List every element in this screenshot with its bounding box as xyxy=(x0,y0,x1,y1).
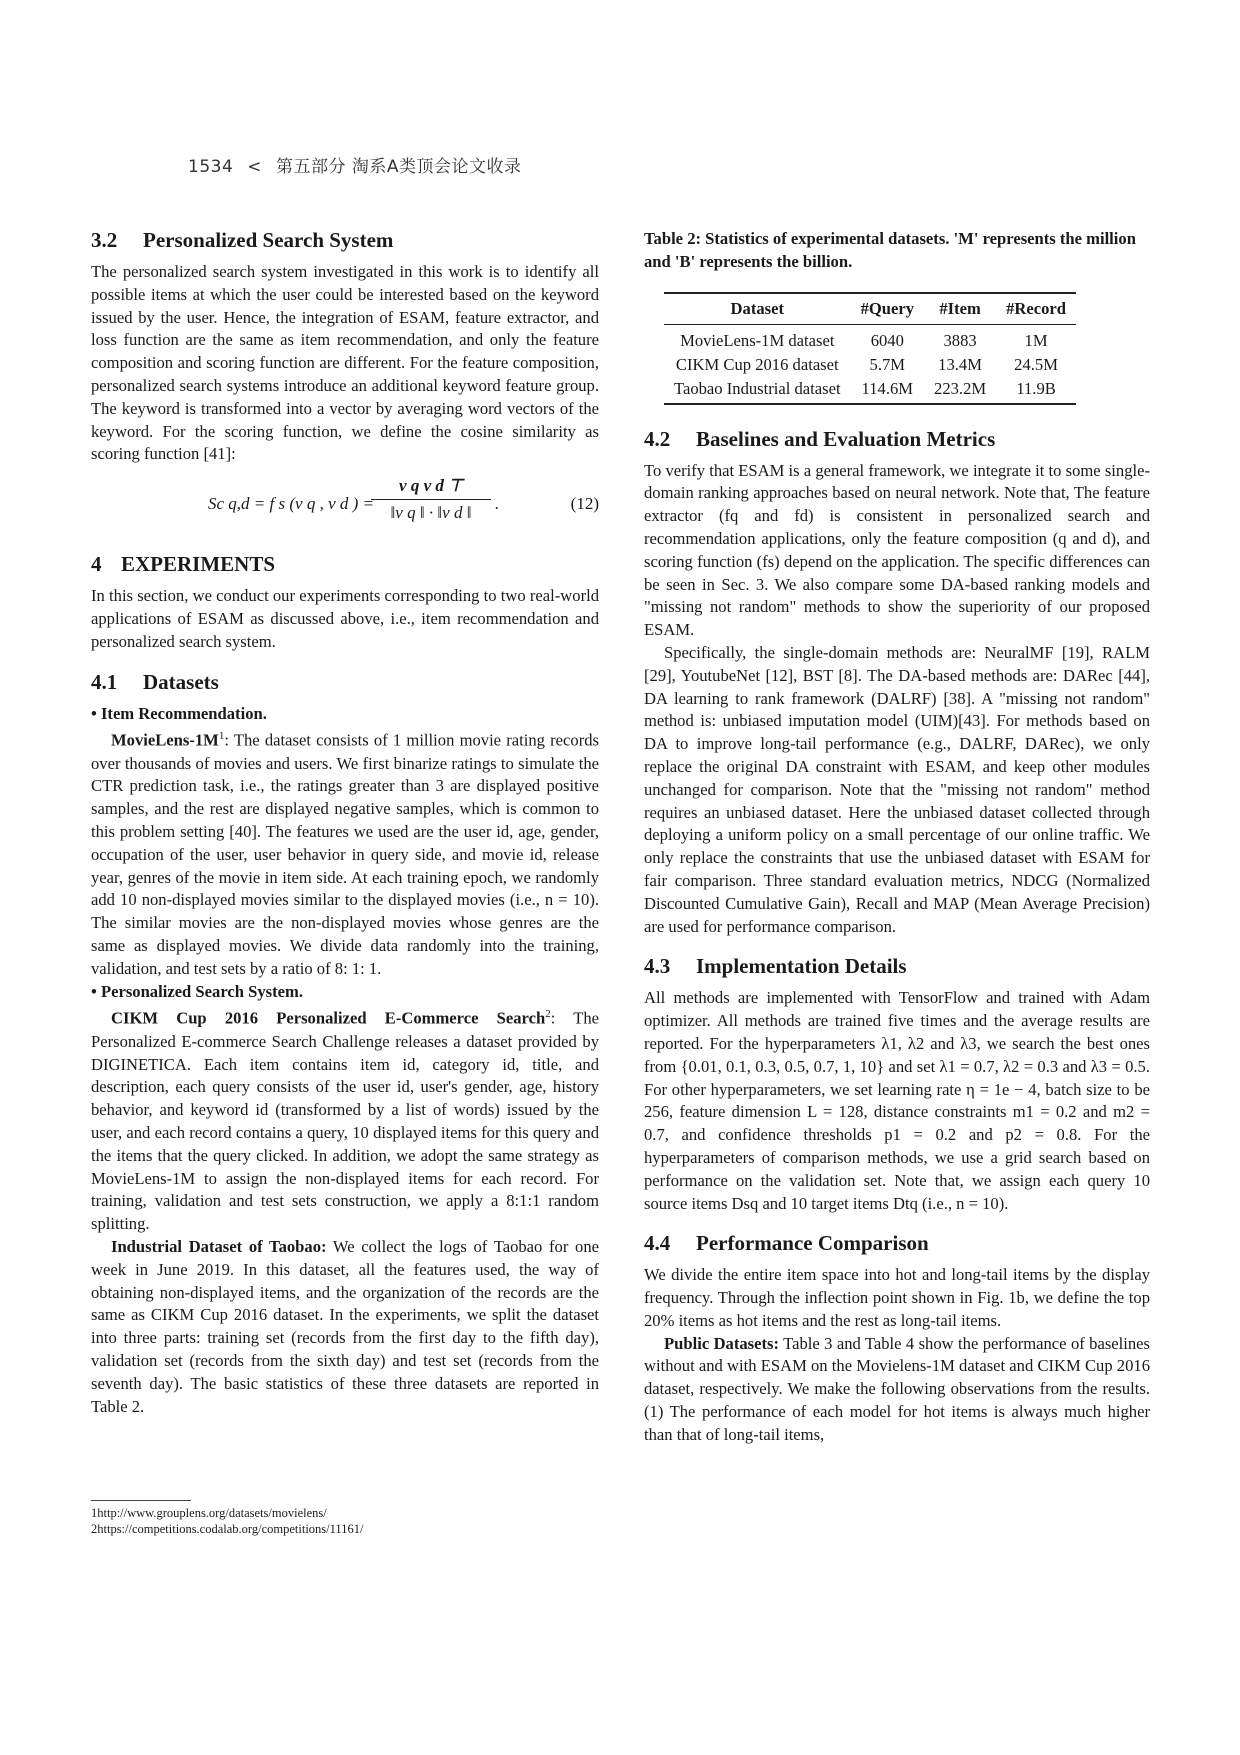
paragraph-experiments: In this section, we conduct our experiments corresponding to two real-world applications of ESAM as discussed above, i.e., item recommendation and personalized search system. xyxy=(91,586,599,651)
paragraph-movielens: MovieLens-$1M^1$: The dataset consists of 1 million movie rating records over thousands of movies and users. We first binarize ratings to simulate the CTR prediction task, i.e., the ratings greater than 3 are displayed positive samples, and the rest are displayed negative samples, which is common to this problem setting [40]. The features we used are the user id, age, gender, occupation of the user, user behavior in query side, and movie id, release year, genres of the movie in item side. At each training epoch, we randomly add 10 non-displayed movies similar to the displayed movies (i.e., n = 10). The similar movies are the non-displayed movies whose genres are the same as displayed movies. We divide data randomly into the training, validation, and test sets by a ratio of 8: 1: 1. xyxy=(91,730,599,978)
footnote-rule xyxy=(91,1500,191,1501)
footnotes xyxy=(91,1500,599,1537)
equation-12 xyxy=(91,472,599,542)
header-section-title: 第五部分 淘系A类顶会论文收录 xyxy=(276,157,522,177)
paragraph-performance-1: We divide the entire item space into hot and long-tail items by the display frequency. Through the inflection point shown in Fig. 1b, we define the top 20% items as hot items and the rest as long-tail items. xyxy=(644,1265,1150,1330)
table-caption: Table 2: Statistics of experimental datasets. 'M' represents the million and 'B' represents the billion. xyxy=(644,229,1136,271)
paragraph-implementation: All methods are implemented with TensorFlow and trained with Adam optimizer. All methods are trained five times and the average results are reported. For the hyperparameters λ1, λ2 and λ3, we search the best ones from {0.01, 0.1, 0.3, 0.5, 0.7, 1, 10} and set λ1 = 0.7, λ2 = 0.3 and λ3 = 0.5. For other hyperparameters, we set learning rate η = 1e − 4, batch size to be 256, feature dimension L = 128, distance constraints m1 = 0.2 and m2 = 0.7, and confidence thresholds p1 = 0.2 and p2 = 0.8. For the hyperparameters of comparison methods, we use a grid search based on performance on the validation set. Note that, we assign each query 10 source items Dsq and 10 target items Dtq (i.e., n = 10). xyxy=(644,988,1150,1213)
table-header-cell: #Item xyxy=(924,293,996,325)
paragraph-taobao: Industrial Dataset of Taobao: We collect the logs of Taobao for one week in June 2019. In this dataset, all the features used, the way of obtaining non-displayed items, and the organization of the records are the same as CIKM Cup 2016 dataset. In the experiments, we split the dataset into three parts: training set (records from the first day to the fifth day), validation set (records from the sixth day) and test set (records from the seventh day). The basic statistics of these three datasets are reported in Table 2. xyxy=(91,1236,599,1416)
bullet-personalized-search: • Personalized Search System. xyxy=(91,981,303,1001)
paragraph-personalized-search: The personalized search system investigated in this work is to identify all possible items at which the user could be interested based on the keyword issued by the user. Hence, the integration of ESAM, feature extractor, and loss function are the same as item recommendation, and only the feature composition and scoring function are different. For the feature composition, personalized search systems introduce an additional keyword feature group. The keyword is transformed into a vector by averaging word vectors of the keyword. For the scoring function, we define the cosine similarity as scoring function [41]: xyxy=(91,262,599,464)
running-header xyxy=(188,152,522,177)
table-cell: 6040 xyxy=(870,330,904,350)
section-heading-3-2: 3.2 Personalized Search System xyxy=(91,228,394,252)
table-cell: 13.4M xyxy=(938,354,982,374)
table-header-cell: #Record xyxy=(996,293,1076,325)
table-row xyxy=(664,324,1076,353)
left-column xyxy=(91,228,599,1418)
table-header-cell: #Query xyxy=(851,293,924,325)
table-cell: 114.6M xyxy=(851,377,924,404)
header-separator: < xyxy=(247,157,263,177)
table-cell: 24.5M xyxy=(1014,354,1058,374)
table-row xyxy=(664,377,1076,404)
table-cell: 1M xyxy=(1024,330,1048,350)
table-cell: MovieLens-1M dataset xyxy=(680,330,835,350)
equation-period: . xyxy=(495,494,500,514)
equation-lhs: Sc q,d = f s (v q , v d ) = xyxy=(208,494,374,514)
paragraph-baselines-2: Specifically, the single-domain methods are: NeuralMF [19], RALM [29], YoutubeNet [12], BST [8]. The DA-based methods are: DARec [44], DA learning to rank framework (DALRF) [38]. A "missing not random" method is: unbiased imputation model (UIM)[43]. For methods based on DA to improve long-tail performance (e.g., DALRF, DARec), we only replace the original DA constraint with ESAM, and keep other modules unchanged for comparison. Note that the "missing not random" method requires an unbiased dataset. Here the unbiased dataset collected through deploying a uniform policy on a small percentage of our online traffic. We only replace the constraints that use the unbiased dataset with ESAM for fair comparison. Three standard evaluation metrics, NDCG (Normalized Discounted Cumulative Gain), Recall and MAP (Mean Average Precision) are used for performance comparison. xyxy=(644,642,1150,936)
equation-number: (12) xyxy=(570,494,599,514)
section-heading-4: 4 EXPERIMENTS xyxy=(91,552,276,577)
right-column xyxy=(644,228,1150,1447)
table-cell: 5.7M xyxy=(869,354,906,374)
table-cell: 223.2M xyxy=(924,377,996,404)
equation-denominator: ‖v q ‖ · ‖v d ‖ xyxy=(390,503,472,523)
paragraph-baselines-1: To verify that ESAM is a general framework, we integrate it to some single-domain ranking approaches based on neural network. Note that, The feature extractor (fq and fd) is consistent in personalized search and recommendation applications, only the feature composition (q and d), and scoring function (fs) depend on the application. The specific differences can be seen in Sec. 3. We also compare some DA-based ranking models and "missing not random" methods to show the superiority of our proposed ESAM. xyxy=(644,460,1150,640)
paragraph-cikm: CIKM Cup 2016 Personalized E-Commerce Search$^2$: The Personalized E-commerce Search Challenge releases a dataset provided by DIGINETICA. Each item contains item id, category id, title, and description, each query consists of the user id, user's gender, age, history behavior, and keyword id (transformed by a list of words) issued by the user, and each record contains a query, 10 displayed items for this query and the items that the query clicked. In addition, we adopt the same strategy as MovieLens-1M to assign the non-displayed items for each record. For training, validation and test sets construction, we apply a 8:1:1 random splitting. xyxy=(91,1008,599,1234)
table-cell: CIKM Cup 2016 dataset xyxy=(675,354,839,374)
equation-numerator: v q v d ⊤ xyxy=(371,476,491,500)
page-number: 1534 xyxy=(188,157,234,177)
equation-fraction xyxy=(371,476,491,523)
footnote-1: 1http://www.grouplens.org/datasets/movielens/ xyxy=(91,1506,327,1520)
table-cell: 3883 xyxy=(943,330,977,350)
table-header-cell: Dataset xyxy=(664,293,851,325)
footnote-2: 2https://competitions.codalab.org/competitions/11161/ xyxy=(91,1522,364,1536)
paragraph-public-datasets: Public Datasets: Table 3 and Table 4 show the performance of baselines without and with ESAM on the Movielens-1M dataset and CIKM Cup 2016 dataset, respectively. We make the following observations from the results. (1) The performance of each model for hot items is always much higher than that of long-tail items, xyxy=(644,1333,1150,1444)
table-cell: 11.9B xyxy=(996,377,1076,404)
section-heading-4-4: 4.4 Performance Comparison xyxy=(644,1231,929,1256)
dataset-statistics-table xyxy=(664,292,1076,405)
section-heading-4-2: 4.2 Baselines and Evaluation Metrics xyxy=(644,426,996,451)
table-cell: Taobao Industrial dataset xyxy=(664,377,851,404)
section-heading-4-1: 4.1 Datasets xyxy=(91,669,219,694)
table-header-row xyxy=(664,293,1076,325)
table-row xyxy=(664,353,1076,377)
section-heading-4-3: 4.3 Implementation Details xyxy=(644,954,907,979)
bullet-item-recommendation: • Item Recommendation. xyxy=(91,703,267,723)
